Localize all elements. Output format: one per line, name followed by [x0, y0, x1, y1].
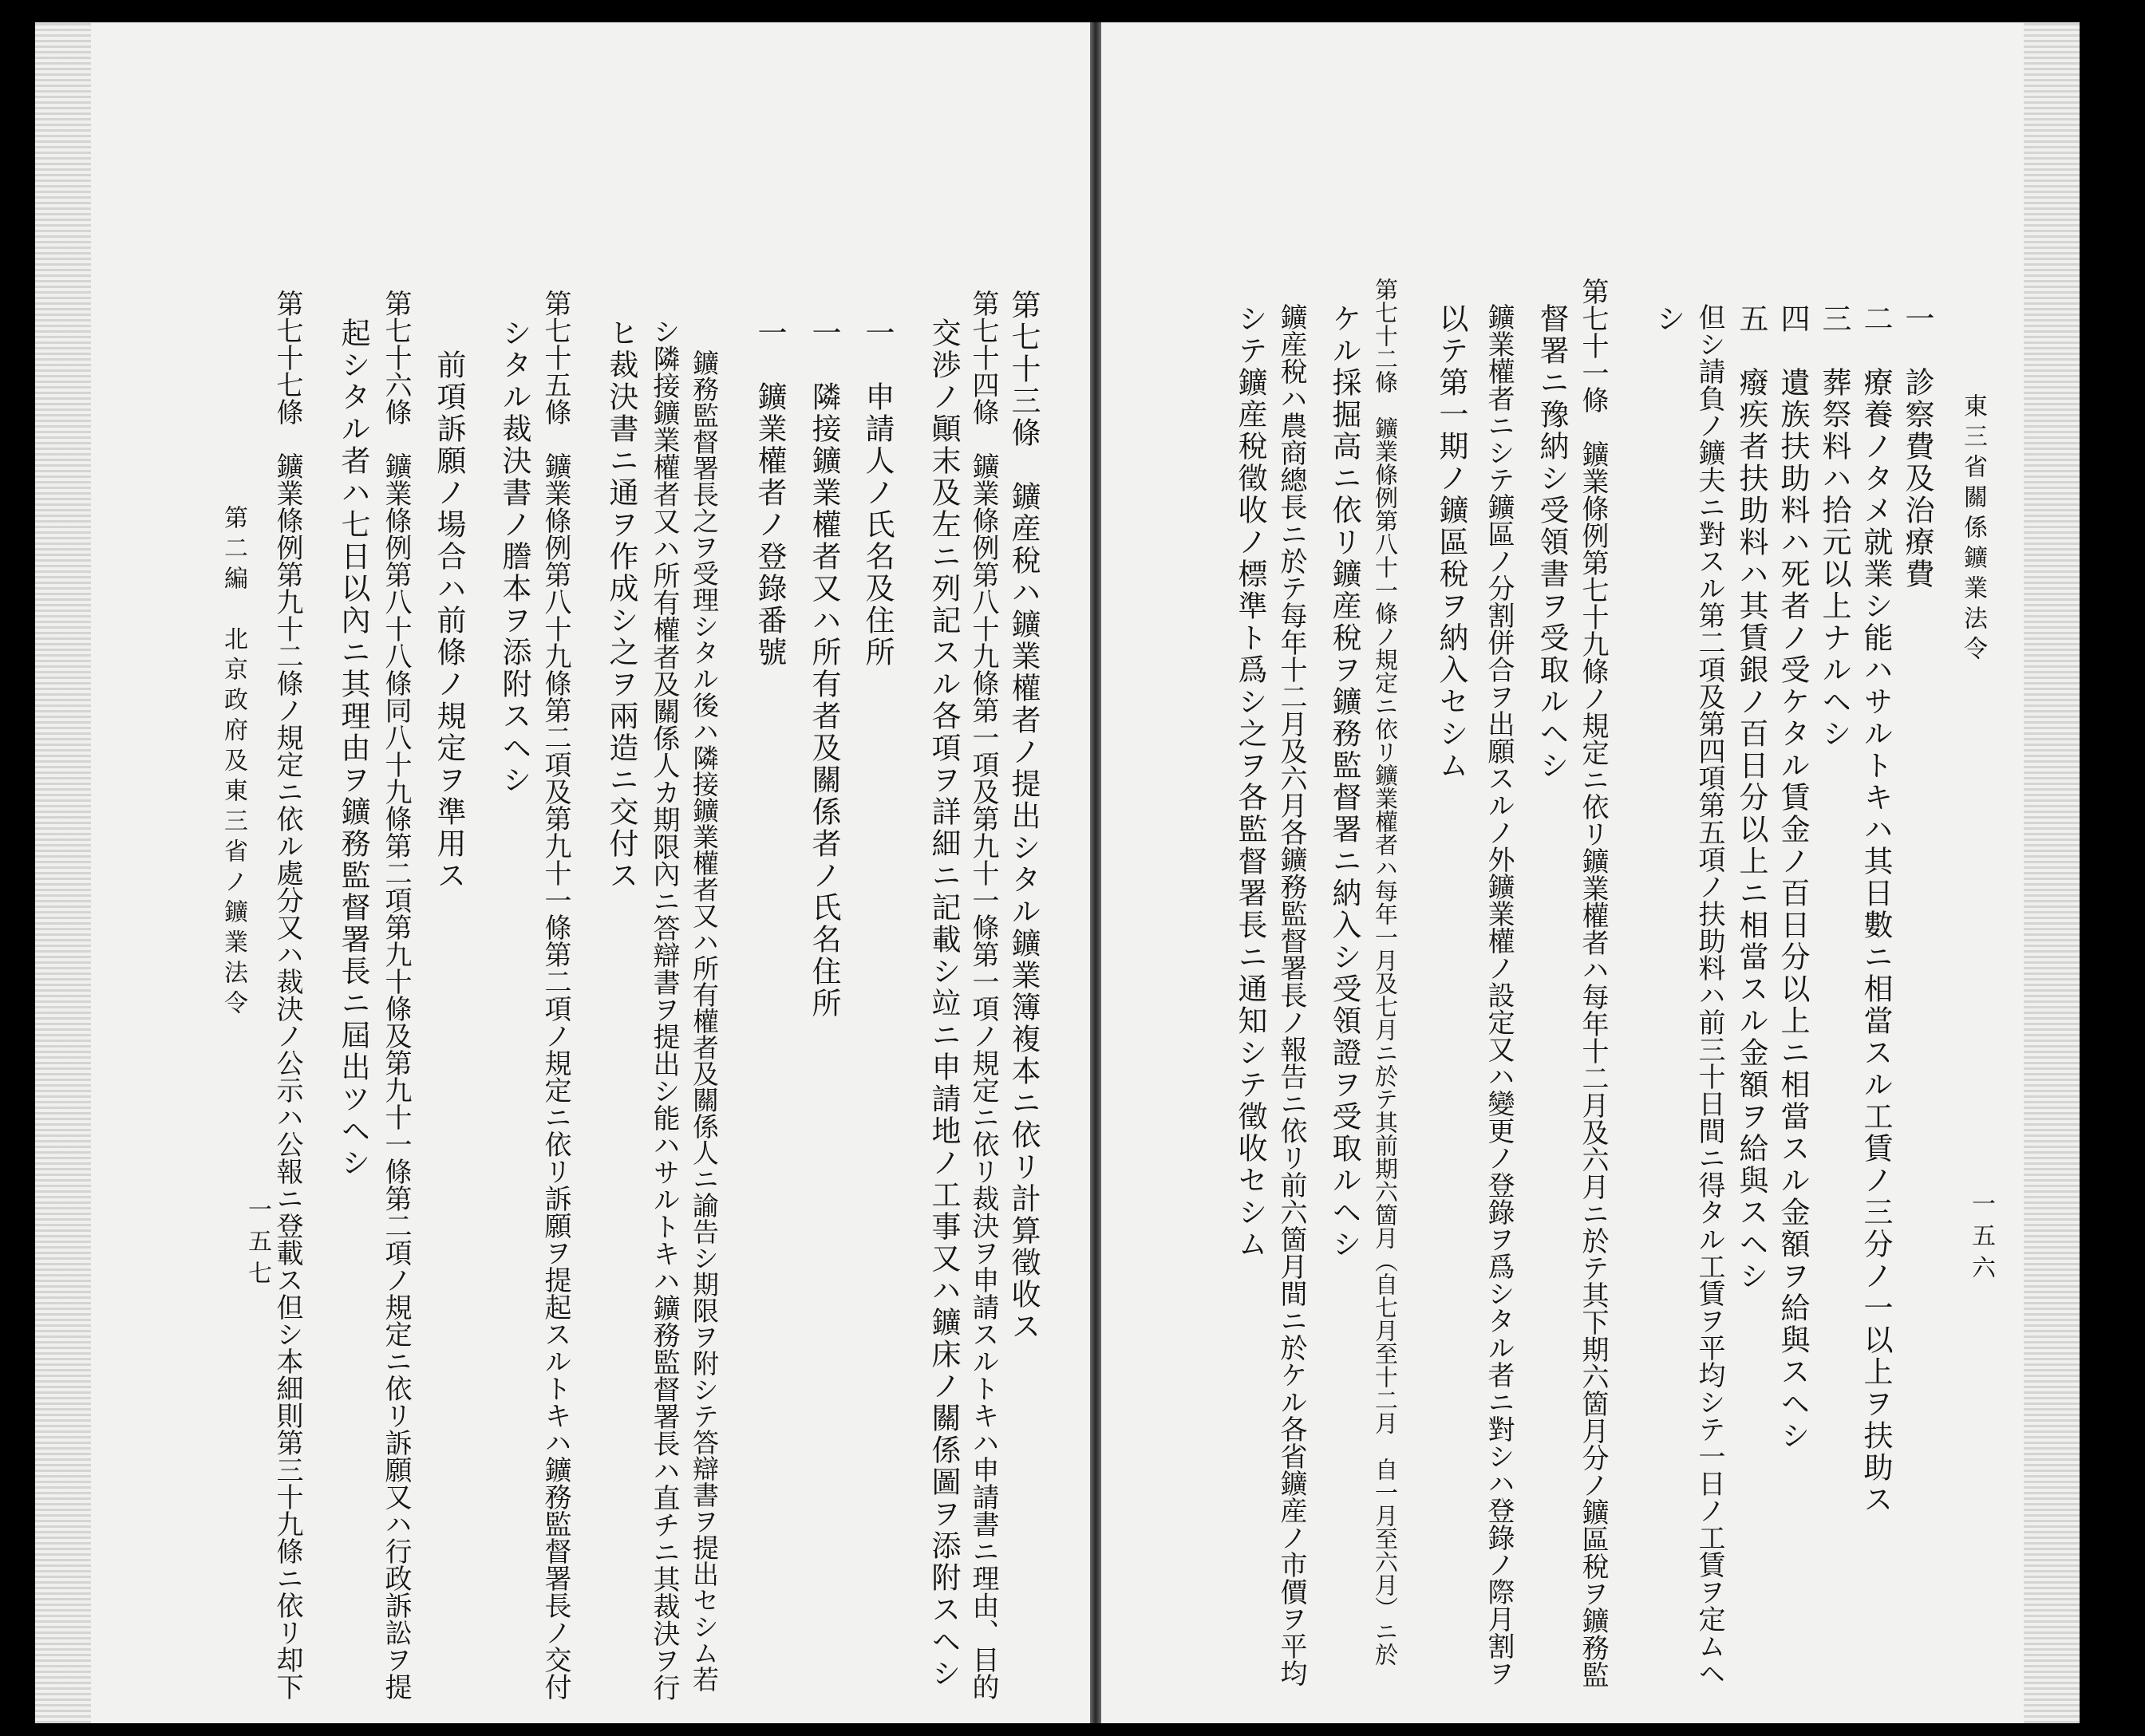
left-col-7: 鑛務監督署長之ヲ受理シタル後ハ隣接鑛業權者又ハ所有權者及關係人ニ諭告シ期限ヲ附シテ答辯書ヲ提出セシム若 — [689, 349, 720, 1692]
right-col-7: シ — [1651, 303, 1685, 335]
page-footer: 第二編 北京政府及東三省ノ鑛業法令 — [219, 505, 247, 1020]
right-col-15: シテ鑛産稅徵收ノ標準ト爲シ之ヲ各監督署長ニ通知シテ徵收セシム — [1233, 303, 1267, 1261]
left-col-5: 一 隣接鑛業權者又ハ所有者及關係者ノ氏名住所 — [807, 318, 841, 1020]
left-col-2: 第七十四條 鑛業條例第八十九條第一項及第九十一條第一項ノ規定ニ依リ裁決ヲ申請スルトキハ申請書ニ理由、目的 — [967, 290, 999, 1700]
right-col-2: 二 療養ノタメ就業シ能ハサルトキハ其日數ニ相當スル工賃ノ三分ノ一以上ヲ扶助ス — [1859, 303, 1893, 1516]
left-col-9: ヒ裁決書ニ通ヲ作成シ之ヲ兩造ニ交付ス — [604, 318, 638, 892]
right-col-11: 以テ第一期ノ鑛區稅ヲ納入セシム — [1434, 303, 1468, 782]
left-col-10: 第七十五條 鑛業條例第八十九條第二項及第九十一條第二項ノ規定ニ依リ訴願ヲ提起スルトキハ鑛務監督署長ノ交付 — [539, 290, 571, 1700]
right-col-5: 五 癈疾者扶助料ハ其賃銀ノ百日分以上ニ相當スル金額ヲ給與スヘシ — [1734, 303, 1768, 1292]
page-number: 一五七 — [243, 1197, 271, 1292]
left-col-8: シ隣接鑛業權者又ハ所有權者及關係人カ期限內ニ答辯書ヲ提出シ能ハサルトキハ鑛務監督署長ハ直チニ其裁決ヲ行 — [648, 318, 680, 1701]
right-col-4: 四 遺族扶助料ハ死者ノ受ケタル賃金ノ百日分以上ニ相當スル金額ヲ給與スヘシ — [1776, 303, 1810, 1452]
right-col-1: 一 診察費及治療費 — [1900, 303, 1934, 590]
right-col-6: 但シ請負ノ鑛夫ニ對スル第二項及第四項第五項ノ扶助料ハ前三十日間ニ得タル工賃ヲ平均シテ一日ノ工賃ヲ定ムヘ — [1693, 303, 1725, 1687]
right-col-12: 第七十二條 鑛業條例第八十一條ノ規定ニ依リ鑛業權者ハ每年一月及七月ニ於テ其前期六箇月（自七月至十二月 自一月至六月）ニ於 — [1372, 278, 1399, 1666]
left-page — [35, 22, 1090, 1723]
right-col-10: 鑛業權者ニシテ鑛區ノ分割併合ヲ出願スルノ外鑛業權ノ設定又ハ變更ノ登錄ヲ爲シタル者ニ對シハ登錄ノ際月割ヲ — [1483, 303, 1515, 1687]
right-col-14: 鑛産稅ハ農商總長ニ於テ每年十二月及六月各鑛務監督署長ノ報告ニ依リ前六箇月間ニ於ケル各省鑛産ノ市價ヲ平均 — [1275, 303, 1307, 1687]
page-number: 一五六 — [1967, 1191, 1995, 1287]
left-col-13: 第七十六條 鑛業條例第八十八條同八十九條第二項第九十條及第九十一條第二項ノ規定ニ依リ訴願又ハ行政訴訟ヲ提 — [380, 290, 412, 1700]
left-col-6: 一 鑛業權者ノ登錄番號 — [753, 318, 787, 669]
right-col-3: 三 葬祭料ハ拾元以上ナルヘシ — [1817, 303, 1851, 750]
left-col-3: 交渉ノ顚末及左ニ列記スル各項ヲ詳細ニ記載シ竝ニ申請地ノ工事又ハ鑛床ノ關係圖ヲ添附スヘシ — [926, 318, 961, 1690]
right-col-9: 督署ニ豫納シ受領書ヲ受取ルヘシ — [1535, 303, 1569, 782]
right-col-8: 第七十一條 鑛業條例第七十九條ノ規定ニ依リ鑛業權者ハ每年十二月及六月ニ於テ其下期六箇月分ノ鑛區稅ヲ鑛務監 — [1577, 278, 1609, 1688]
left-col-1: 第七十三條 鑛産稅ハ鑛業權者ノ提出シタル鑛業簿複本ニ依リ計算徵收ス — [1006, 290, 1041, 1343]
left-col-4: 一 申請人ノ氏名及住所 — [860, 318, 895, 669]
left-col-14: 起シタル者ハ七日以內ニ其理由ヲ鑛務監督署長ニ屆出ツヘシ — [336, 318, 370, 1179]
book-gutter — [1090, 22, 1101, 1723]
right-page — [1101, 22, 2080, 1723]
left-col-12: 前項訴願ノ場合ハ前條ノ規定ヲ準用ス — [432, 349, 466, 892]
running-header: 東三省關係鑛業法令 — [1959, 393, 1987, 666]
left-col-11: シタル裁決書ノ謄本ヲ添附スヘシ — [497, 318, 531, 796]
right-col-13: ケル採掘高ニ依リ鑛産稅ヲ鑛務監督署ニ納入シ受領證ヲ受取ルヘシ — [1327, 303, 1361, 1261]
left-col-15: 第七十七條 鑛業條例第九十二條ノ規定ニ依ル處分又ハ裁決ノ公示ハ公報ニ登載ス但シ本細則第三十九條ニ依リ却下 — [271, 290, 303, 1700]
